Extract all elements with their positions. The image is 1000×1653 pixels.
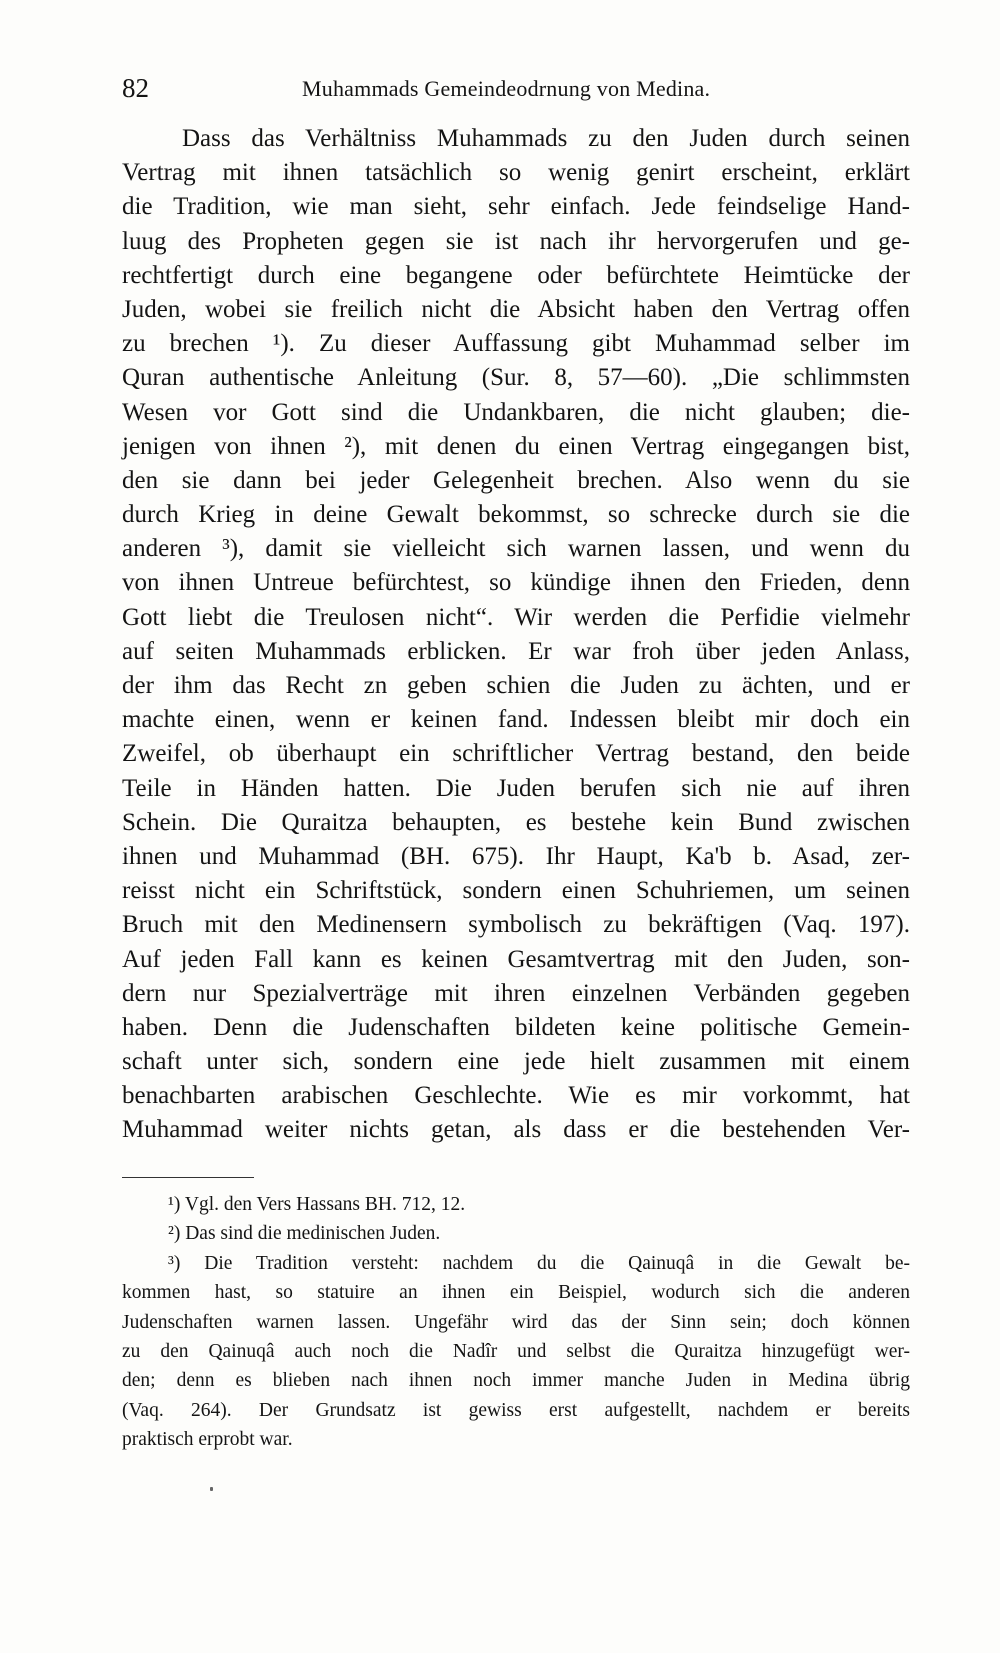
text-line: haben. Denn die Judenschaften bildeten keine politische Gemein- [122,1013,910,1041]
text-line: jenigen von ihnen ²), mit denen du einen Vertrag eingegangen bist, [122,432,910,460]
text-line: Muhammad weiter nichts getan, als dass er die bestehenden Ver- [122,1116,910,1144]
text-line: schaft unter sich, sondern eine jede hielt zusammen mit einem [122,1048,910,1076]
text-line: Quran authentische Anleitung (Sur. 8, 57—60). „Die schlimmsten [122,364,910,392]
text-line: Wesen vor Gott sind die Undankbaren, die nicht glauben; die- [122,398,910,426]
print-speck [210,1487,213,1491]
text-line: Teile in Händen hatten. Die Juden berufen sich nie auf ihren [122,774,910,802]
text-line: Dass das Verhältniss Muhammads zu den Juden durch seinen [182,125,910,152]
text-line: luug des Propheten gegen sie ist nach ihr hervorgerufen und ge- [122,227,910,255]
main-text [122,122,910,1148]
text-line: Vertrag mit ihnen tatsächlich so wenig genirt erscheint, erklärt [122,159,910,187]
text-line: Gott liebt die Treulosen nicht“. Wir werden die Perfidie vielmehr [122,603,910,631]
page-header [122,70,910,106]
footnote-line: den; denn es blieben nach ihnen noch immer manche Juden in Medina übrig [122,1370,910,1392]
text-line: der ihm das Recht zn geben schien die Juden zu ächten, und er [122,672,910,699]
text-line: reisst nicht ein Schriftstück, sondern einen Schuhriemen, um seinen [122,877,910,905]
text-line: zu brechen ¹). Zu dieser Auffassung gibt Muhammad selber im [122,330,910,358]
footnote-line: (Vaq. 264). Der Grundsatz ist gewiss erst aufgestellt, nachdem er bereits [122,1399,910,1421]
footnote-line: zu den Qainuqâ auch noch die Nadîr und selbst die Quraitza hinzugefügt wer- [122,1340,910,1362]
page-number: 82 [122,73,149,103]
text-line: ihnen und Muhammad (BH. 675). Ihr Haupt, Ka'b b. Asad, zer- [122,842,910,870]
text-line: dern nur Spezialverträge mit ihren einzelnen Verbänden gegeben [122,979,910,1007]
text-line: von ihnen Untreue befürchtest, so kündige ihnen den Frieden, denn [122,569,910,597]
text-line: die Tradition, wie man sieht, sehr einfach. Jede feindselige Hand- [122,193,910,221]
footnote-line: kommen hast, so statuire an ihnen ein Beispiel, wodurch sich die anderen [122,1282,910,1304]
footnote-divider [122,1177,254,1178]
footnote-line: ¹) Vgl. den Vers Hassans BH. 712, 12. [168,1194,466,1215]
text-line: Juden, wobei sie freilich nicht die Absicht haben den Vertrag offen [122,295,910,323]
text-line: Schein. Die Quraitza behaupten, es bestehe kein Bund zwischen [122,808,910,836]
text-line: benachbarten arabischen Geschlechte. Wie es mir vorkommt, hat [122,1082,910,1110]
footnote-line: ²) Das sind die medinischen Juden. [168,1223,441,1245]
text-line: Zweifel, ob überhaupt ein schriftlicher Vertrag bestand, den beide [122,740,910,768]
text-line: auf seiten Muhammads erblicken. Er war froh über jeden Anlass, [122,637,910,665]
text-line: machte einen, wenn er keinen fand. Indessen bleibt mir doch ein [122,706,910,734]
footnote-line: Judenschaften warnen lassen. Ungefähr wird das der Sinn sein; doch können [122,1311,910,1333]
footnote-line: ³) Die Tradition versteht: nachdem du die Qainuqâ in die Gewalt be- [168,1252,910,1274]
text-line: Auf jeden Fall kann es keinen Gesamtvertrag mit den Juden, son- [122,945,910,973]
text-line: anderen ³), damit sie vielleicht sich warnen lassen, und wenn du [122,535,910,563]
text-line: rechtfertigt durch eine begangene oder befürchtete Heimtücke der [122,261,910,289]
text-line: Bruch mit den Medinensern symbolisch zu bekräftigen (Vaq. 197). [122,911,910,939]
running-head: Muhammads Gemeindeodrnung von Medina. [302,76,711,101]
text-line: den sie dann bei jeder Gelegenheit brechen. Also wenn du sie [122,466,910,494]
footnote-line: praktisch erprobt war. [122,1429,293,1451]
footnotes [122,1190,910,1455]
text-line: durch Krieg in deine Gewalt bekommst, so schrecke durch sie die [122,501,910,529]
